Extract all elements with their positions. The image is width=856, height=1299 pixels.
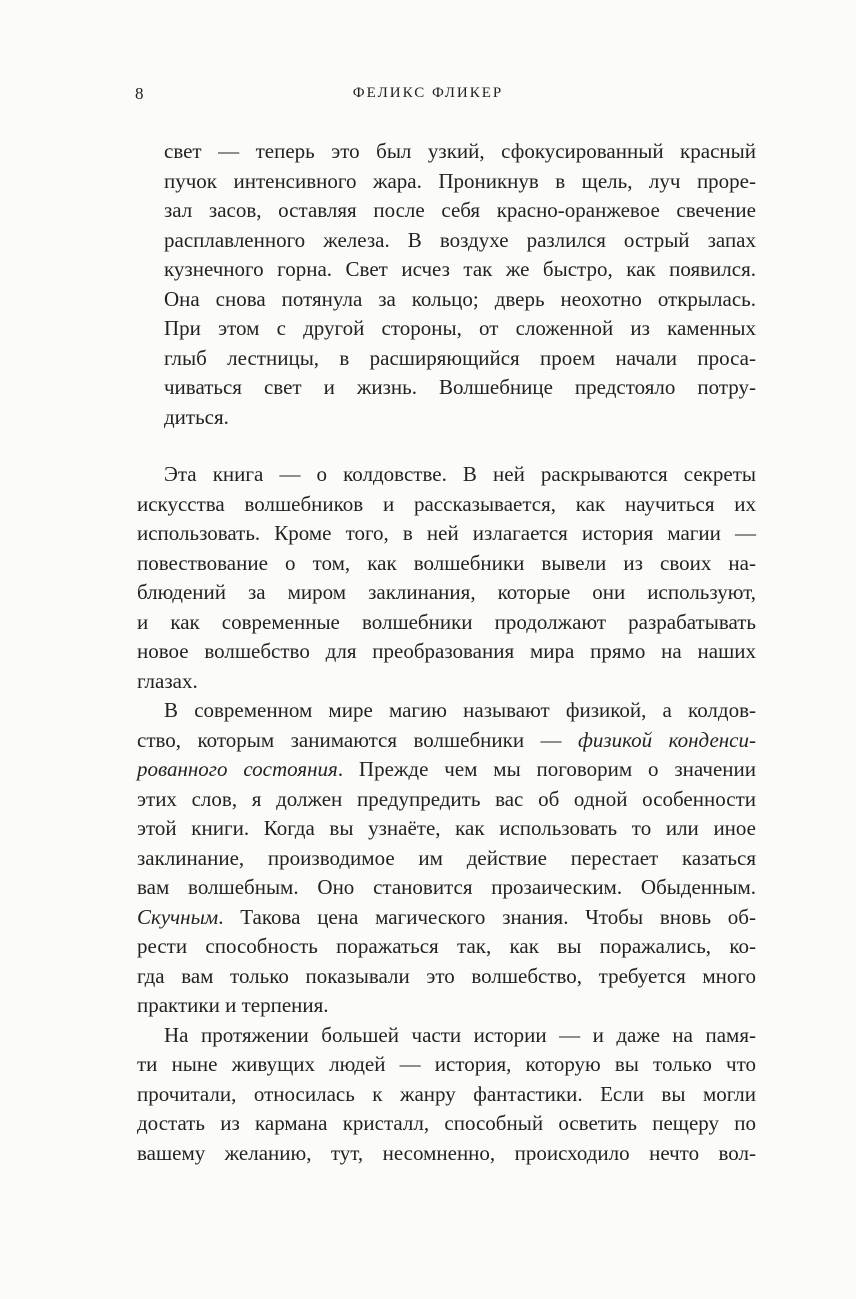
text-run: этой книги. Когда вы узнаёте, как использовать то или иное bbox=[137, 816, 756, 840]
text-run: глыб лестницы, в расширяющийся проем начали проса- bbox=[164, 345, 756, 370]
italic-text-run: рованного состояния bbox=[137, 757, 338, 781]
text-run: практики и терпения. bbox=[137, 993, 329, 1017]
paragraph bbox=[137, 460, 756, 696]
text-run: повествование о том, как волшебники вывели из своих на- bbox=[137, 550, 756, 575]
text-line bbox=[164, 373, 756, 403]
text-run: глазах. bbox=[137, 668, 198, 693]
text-run: свет — теперь это был узкий, сфокусированный красный bbox=[164, 139, 756, 163]
italic-text-run: физикой конденси- bbox=[578, 727, 756, 752]
text-run: На протяжении большей части истории — и даже на памя- bbox=[164, 1022, 756, 1047]
text-run: Эта книга — о колдовстве. В ней раскрываются секреты bbox=[164, 462, 756, 486]
text-line bbox=[137, 991, 756, 1021]
text-line bbox=[137, 1021, 756, 1051]
text-run: прочитали, относилась к жанру фантастики. Если вы могли bbox=[137, 1081, 756, 1106]
text-run: расплавленного железа. В воздухе разлился острый запах bbox=[164, 227, 756, 252]
text-run: ти ныне живущих людей — история, которую вы только что bbox=[137, 1052, 756, 1076]
text-line bbox=[137, 519, 756, 549]
text-run: . Такова цена магического знания. Чтобы вновь об- bbox=[218, 904, 756, 929]
text-line bbox=[164, 314, 756, 344]
text-line bbox=[137, 844, 756, 874]
text-line bbox=[164, 196, 756, 226]
text-line bbox=[137, 490, 756, 520]
text-line bbox=[164, 285, 756, 315]
text-line bbox=[137, 578, 756, 608]
text-run: новое волшебство для преобразования мира прямо на наших bbox=[137, 639, 756, 663]
body-text bbox=[137, 460, 756, 1168]
text-run: рести способность поражаться так, как вы поражались, ко- bbox=[137, 934, 756, 958]
text-line bbox=[137, 696, 756, 726]
text-line bbox=[137, 755, 756, 785]
paragraph bbox=[137, 696, 756, 1021]
text-line bbox=[137, 726, 756, 756]
text-run: диться. bbox=[164, 404, 229, 429]
text-line bbox=[137, 903, 756, 933]
text-run: вам волшебным. Оно становится прозаическим. Обыденным. bbox=[137, 875, 756, 899]
text-run: пучок интенсивного жара. Проникнув в щель, луч проре- bbox=[164, 168, 756, 193]
text-line bbox=[137, 1109, 756, 1139]
text-run: При этом с другой стороны, от сложенной из каменных bbox=[164, 316, 756, 340]
text-line bbox=[137, 549, 756, 579]
text-line bbox=[137, 460, 756, 490]
text-run: использовать. Кроме того, в ней излагается история магии — bbox=[137, 521, 756, 545]
text-run: гда вам только показывали это волшебство, требуется много bbox=[137, 963, 756, 988]
page-header bbox=[0, 85, 856, 105]
text-line bbox=[137, 1050, 756, 1080]
text-line bbox=[137, 667, 756, 697]
intro-block bbox=[164, 137, 756, 432]
text-line bbox=[164, 403, 756, 433]
text-run: заклинание, производимое им действие перестает казаться bbox=[137, 845, 756, 870]
text-run: зал засов, оставляя после себя красно-оранжевое свечение bbox=[164, 198, 756, 222]
text-run: искусства волшебников и рассказывается, как научиться их bbox=[137, 491, 756, 516]
text-line bbox=[137, 962, 756, 992]
text-line bbox=[137, 608, 756, 638]
text-run: блюдений за миром заклинания, которые они используют, bbox=[137, 580, 756, 604]
text-run: В современном мире магию называют физикой, а колдов- bbox=[164, 698, 756, 722]
text-line bbox=[164, 137, 756, 167]
text-line bbox=[164, 255, 756, 285]
paragraph bbox=[164, 137, 756, 432]
text-line bbox=[137, 1080, 756, 1110]
text-run: Она снова потянула за кольцо; дверь неохотно открылась. bbox=[164, 286, 756, 311]
text-line bbox=[137, 637, 756, 667]
text-line bbox=[137, 932, 756, 962]
text-line bbox=[164, 167, 756, 197]
text-run: достать из кармана кристалл, способный осветить пещеру по bbox=[137, 1111, 756, 1135]
text-line bbox=[137, 785, 756, 815]
text-run: . Прежде чем мы поговорим о значении bbox=[337, 757, 757, 781]
running-title: ФЕЛИКС ФЛИКЕР bbox=[352, 85, 504, 101]
text-line bbox=[137, 814, 756, 844]
text-run: ство, которым занимаются волшебники — bbox=[137, 727, 579, 752]
text-line bbox=[137, 873, 756, 903]
text-run: кузнечного горна. Свет исчез так же быстро, как появился. bbox=[164, 257, 756, 281]
text-line bbox=[164, 344, 756, 374]
text-line bbox=[137, 1139, 756, 1169]
text-run: чиваться свет и жизнь. Волшебнице предстояло потру- bbox=[164, 375, 756, 399]
text-run: и как современные волшебники продолжают разрабатывать bbox=[137, 609, 756, 634]
text-line bbox=[164, 226, 756, 256]
italic-text-run: Скучным bbox=[137, 904, 219, 929]
text-run: этих слов, я должен предупредить вас об одной особенности bbox=[137, 786, 756, 811]
text-run: вашему желанию, тут, несомненно, происходило нечто вол- bbox=[137, 1140, 756, 1165]
paragraph bbox=[137, 1021, 756, 1169]
page-number: 8 bbox=[135, 84, 144, 103]
